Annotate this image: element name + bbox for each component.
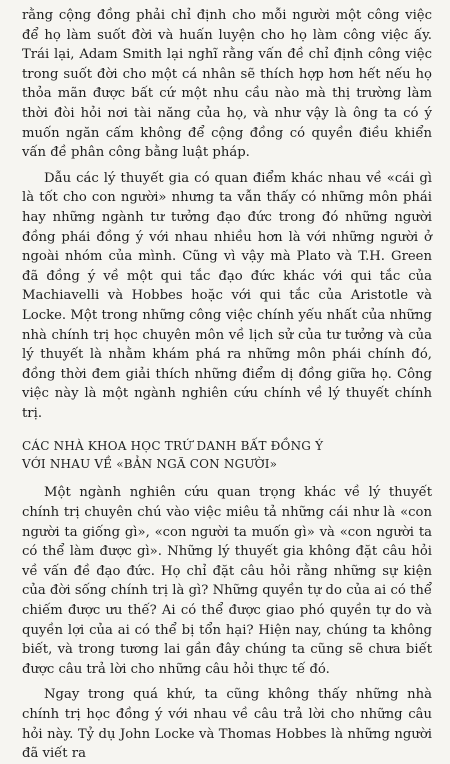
paragraph-4: Ngay trong quá khứ, ta cũng không thấy những nhà chính trị học đồng ý với nhau về câu trả lời cho những câu hỏi này. Tỷ dụ John Locke và Thomas Hobbes là những người đã viết ra (22, 687, 432, 762)
paragraph-1: rằng cộng đồng phải chỉ định cho mỗi người một công việc để họ làm suốt đời và huấn luyện cho họ làm công việc ấy. Trái lại, Adam Smith lại nghĩ rằng vấn đề chỉ định công việc trong suốt đời cho một cá nhân sẽ thích hợp hơn hết nếu họ thỏa mãn được bất cứ một nhu cầu nào mà thị trường làm thời đòi hỏi nơi tài năng của họ, và như vậy là ông ta có ý muốn ngăn cấm không để cộng đồng có quyền điều khiển vấn đề phân công bằng luật pháp. (22, 8, 432, 161)
section-heading-line-2: VỚI NHAU VỀ «BẢN NGÃ CON NGƯỜI» (22, 457, 278, 472)
section-heading-line-1: CÁC NHÀ KHOA HỌC TRỨ DANH BẤT ĐỒNG Ý (22, 439, 324, 454)
paragraph-3: Một ngành nghiên cứu quan trọng khác về lý thuyết chính trị chuyên chú vào việc miêu tả những cái như là «con người ta giống gì», «con người ta muốn gì» và «con người ta có thể làm được gì». Những lý thuyết gia không đặt câu hỏi về vấn đề đạo đức. Họ chỉ đặt câu hỏi rằng những sự kiện của đời sống chính trị là gì? Những quyền tự do của ai có thể chiếm được ưu thế? Ai có thể được giao phó quyền tự do và quyền lợi của ai có thể bị tổn hại? Hiện nay, chúng ta không biết, và trong tương lai gần đây chúng ta cũng sẽ chưa biết được câu trả lời cho những câu hỏi thực tế đó. (22, 485, 432, 677)
section-heading (22, 437, 432, 473)
paragraph-2: Dẫu các lý thuyết gia có quan điểm khác nhau về «cái gì là tốt cho con người» nhưng ta vẫn thấy có những môn phái hay những ngành tư tưởng đạo đức trong đó những người đồng phái đồng ý với nhau nhiều hơn là với những người ở ngoài nhóm của mình. Cũng vì vậy mà Plato và T.H. Green đã đồng ý về một qui tắc đạo đức khác với qui tắc của Machiavelli và Hobbes hoặc với qui tắc của Aristotle và Locke. Một trong những công việc chính yếu nhất của những nhà chính trị học chuyên môn về lịch sử của tư tưởng và của lý thuyết là nhằm khám phá ra những môn phái chính đó, đồng thời đem giải thích những điểm dị đồng giữa họ. Công việc này là một ngành nghiên cứu chính về lý thuyết chính trị. (22, 170, 432, 421)
